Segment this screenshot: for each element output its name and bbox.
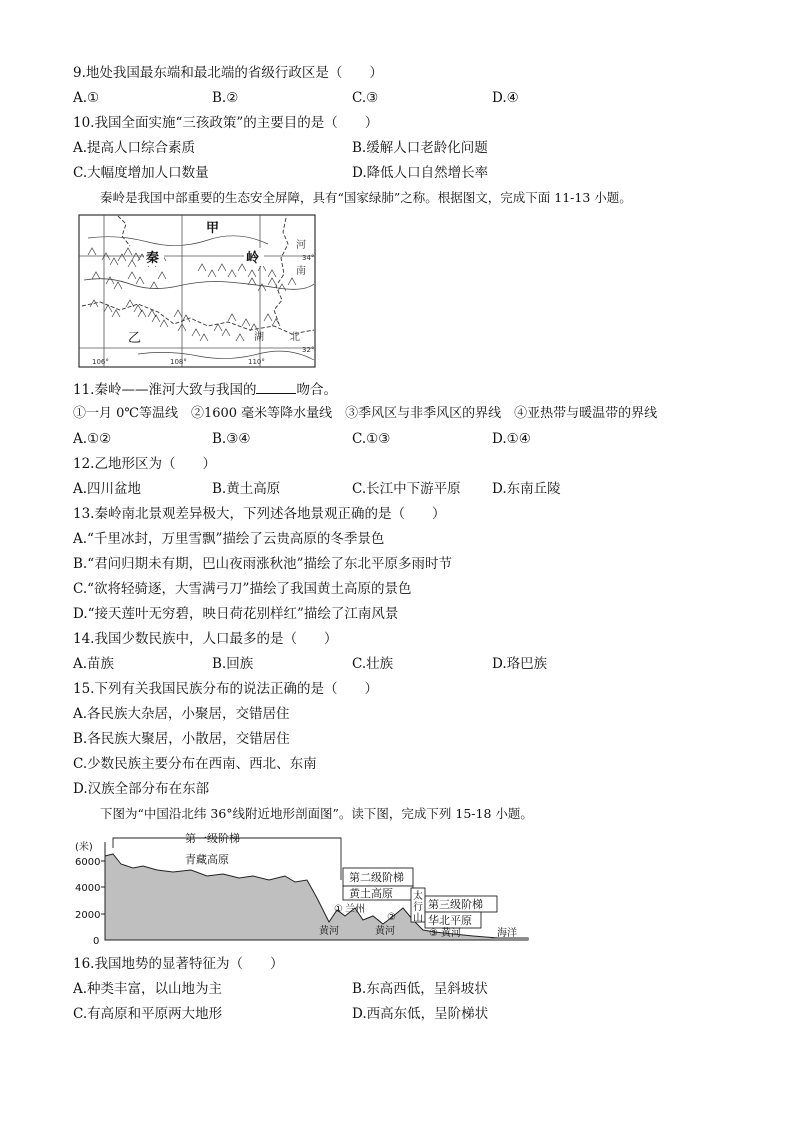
map-lat-34: 34° <box>302 254 315 262</box>
q16-stem: 16.我国地势的显著特征为（ ） <box>73 956 284 972</box>
map-label-bei: 北 <box>290 332 300 343</box>
q9-option-b: B.② <box>212 90 239 106</box>
terrain-profile-figure <box>73 830 533 950</box>
qinling-intro: 秦岭是我国中部重要的生态安全屏障，具有“国家绿肺”之称。根据图文，完成下面 11-13 小题。 <box>100 190 632 205</box>
profile-ytick-2000: 2000 <box>75 910 101 921</box>
q11-option-a: A.①② <box>73 431 112 447</box>
terrain-profile <box>73 830 533 950</box>
profile-qingzang: 青藏高原 <box>185 853 229 866</box>
profile-huangtu: 黄土高原 <box>349 887 393 900</box>
profile-huabei: 华北平原 <box>428 914 472 927</box>
q15-option-c: C.少数民族主要分布在西南、西北、东南 <box>73 756 317 772</box>
q9-option-d: D.④ <box>492 90 519 106</box>
q15-option-a: A.各民族大杂居，小聚居，交错居住 <box>73 706 290 722</box>
q15-stem: 15.下列有关我国民族分布的说法正确的是（ ） <box>73 681 378 697</box>
q11-option-c: C.①③ <box>352 431 391 447</box>
profile-unit: (米) <box>75 842 93 853</box>
q14-option-d: D.珞巴族 <box>492 656 548 672</box>
q11-stem <box>73 380 337 399</box>
q12-option-a: A.四川盆地 <box>73 481 142 497</box>
q11-option-b: B.③④ <box>212 431 251 447</box>
q12-option-c: C.长江中下游平原 <box>352 481 461 497</box>
q15-option-d: D.汉族全部分布在东部 <box>73 781 210 797</box>
map-label-jia: 甲 <box>206 221 220 236</box>
profile-taihang-2: 行 <box>413 902 423 913</box>
q14-stem: 14.我国少数民族中，人口最多的是（ ） <box>73 631 338 647</box>
map-lat-32: 32° <box>302 346 315 354</box>
map-label-hu: 湖 <box>254 332 264 343</box>
q9-option-a: A.① <box>73 90 100 106</box>
profile-step2: 第二级阶梯 <box>349 871 404 884</box>
map-label-qin: 秦 <box>146 251 160 266</box>
q10-option-c: C.大幅度增加人口数量 <box>73 165 209 181</box>
q14-option-b: B.回族 <box>212 656 254 672</box>
q10-option-b: B.缓解人口老龄化问题 <box>352 140 488 156</box>
q9-option-c: C.③ <box>352 90 379 106</box>
q11-blank <box>256 380 296 394</box>
map-lon-106: 106° <box>92 358 109 366</box>
map-label-yi: 乙 <box>128 331 142 346</box>
profile-taihang-1: 太 <box>413 891 423 902</box>
map-label-ling: 岭 <box>246 251 260 266</box>
q16-option-a: A.种类丰富，以山地为主 <box>73 981 223 997</box>
q10-option-a: A.提高人口综合素质 <box>73 140 196 156</box>
profile-circle-3: ③ <box>429 928 438 939</box>
q10-option-d: D.降低人口自然增长率 <box>352 165 489 181</box>
q16-option-c: C.有高原和平原两大地形 <box>73 1006 223 1022</box>
profile-huanghe-3: 黄河 <box>441 928 461 939</box>
q12-option-d: D.东南丘陵 <box>492 481 561 497</box>
q14-option-c: C.壮族 <box>352 656 394 672</box>
profile-lanzhou: 兰州 <box>345 904 365 915</box>
map-lon-108: 108° <box>170 358 187 366</box>
profile-step3: 第三级阶梯 <box>428 898 483 911</box>
profile-circle-2: ② <box>387 912 396 923</box>
q11-option-d: D.①④ <box>492 431 531 447</box>
q12-option-b: B.黄土高原 <box>212 481 281 497</box>
qinling-map-figure <box>78 214 316 368</box>
profile-ytick-4000: 4000 <box>75 883 101 894</box>
q13-option-d: D.“接天莲叶无穷碧，映日荷花别样红”描绘了江南风景 <box>73 606 399 622</box>
q11-stem-before: 11.秦岭——淮河大致与我国的 <box>73 382 257 398</box>
q15-option-b: B.各民族大聚居，小散居，交错居住 <box>73 731 290 747</box>
profile-step1: 第一级阶梯 <box>185 832 240 845</box>
profile-ytick-6000: 6000 <box>75 857 101 868</box>
q13-option-c: C.“欲将轻骑逐，大雪满弓刀”描绘了我国黄土高原的景色 <box>73 581 412 597</box>
q16-option-d: D.西高东低，呈阶梯状 <box>352 1006 489 1022</box>
q16-option-b: B.东高西低，呈斜坡状 <box>352 981 488 997</box>
profile-huanghe-2: 黄河 <box>375 926 395 937</box>
profile-intro: 下图为“中国沿北纬 36°线附近地形剖面图”。读下图，完成下列 15-18 小题。 <box>100 806 533 821</box>
q12-stem: 12.乙地形区为（ ） <box>73 456 216 472</box>
q13-stem: 13.秦岭南北景观差异极大，下列述各地景观正确的是（ ） <box>73 506 446 522</box>
q11-statements: ①一月 0℃等温线 ②1600 毫米等降水量线 ③季风区与非季风区的界线 ④亚热带与暖温带的界线 <box>73 406 658 421</box>
qinling-map <box>78 214 316 368</box>
profile-ytick-0: 0 <box>93 936 100 947</box>
q13-option-b: B.“君问归期未有期，巴山夜雨涨秋池”描绘了东北平原多雨时节 <box>73 556 453 572</box>
q11-stem-after: 吻合。 <box>296 382 337 398</box>
map-label-nan: 南 <box>296 266 306 277</box>
profile-taihang-3: 山 <box>413 913 423 924</box>
map-label-he: 河 <box>296 240 306 251</box>
map-lon-110: 110° <box>248 358 265 366</box>
profile-huanghe-1: 黄河 <box>319 926 339 937</box>
profile-circle-1: ① <box>334 904 343 915</box>
q9-stem: 9.地处我国最东端和最北端的省级行政区是（ ） <box>73 65 383 81</box>
q13-option-a: A.“千里冰封，万里雪飘”描绘了云贵高原的冬季景色 <box>73 531 385 547</box>
profile-haiyang: 海洋 <box>497 928 517 939</box>
q10-stem: 10.我国全面实施“三孩政策”的主要目的是（ ） <box>73 115 379 131</box>
q14-option-a: A.苗族 <box>73 656 115 672</box>
